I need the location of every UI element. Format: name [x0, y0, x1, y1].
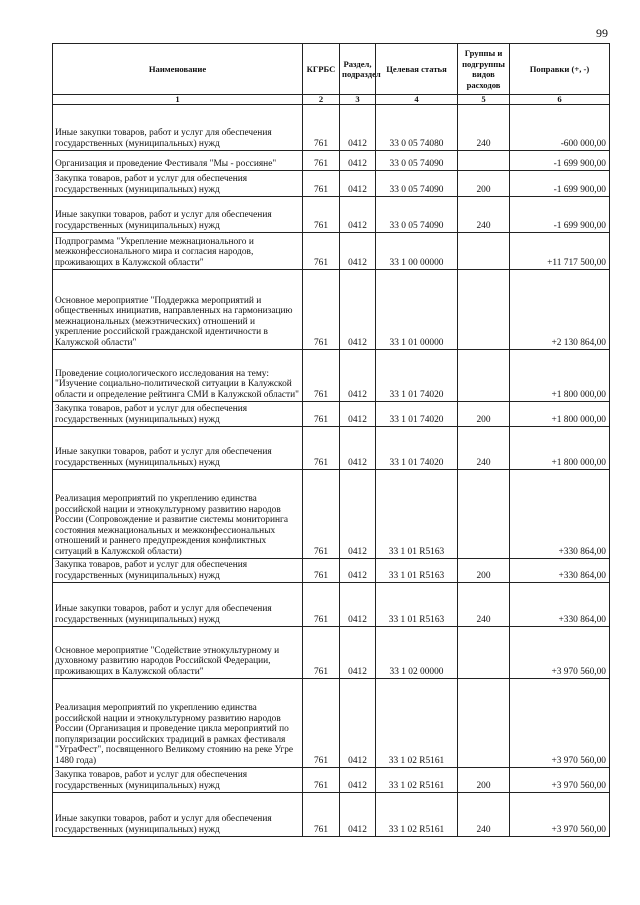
table-row [53, 105, 610, 151]
row-vid: 240 [458, 583, 510, 627]
row-kgrbs: 761 [303, 270, 340, 350]
row-vid [458, 270, 510, 350]
budget-table [52, 43, 610, 837]
column-number: 6 [510, 95, 610, 105]
row-amount: -1 699 900,00 [510, 197, 610, 233]
row-amount: -1 699 900,00 [510, 151, 610, 171]
table-row [53, 627, 610, 679]
row-kgrbs: 761 [303, 105, 340, 151]
column-number: 1 [53, 95, 303, 105]
row-razdel: 0412 [340, 679, 376, 768]
row-vid [458, 470, 510, 559]
row-statya: 33 1 01 R5163 [376, 470, 458, 559]
row-kgrbs: 761 [303, 350, 340, 402]
row-razdel: 0412 [340, 151, 376, 171]
row-amount: +3 970 560,00 [510, 679, 610, 768]
table-row [53, 151, 610, 171]
row-razdel: 0412 [340, 171, 376, 197]
header-statya: Целевая статья [376, 44, 458, 95]
row-name: Проведение социологического исследования на тему: "Изучение социально-политической ситуации в Калужской области и определение рейтинга СМИ в Калужской области" [53, 350, 303, 402]
row-name: Иные закупки товаров, работ и услуг для обеспечения государственных (муниципальных) нужд [53, 583, 303, 627]
table-row [53, 583, 610, 627]
row-statya: 33 0 05 74090 [376, 151, 458, 171]
row-razdel: 0412 [340, 793, 376, 837]
row-kgrbs: 761 [303, 427, 340, 470]
header-name: Наименование [53, 44, 303, 95]
row-vid [458, 350, 510, 402]
row-amount: -1 699 900,00 [510, 171, 610, 197]
row-razdel: 0412 [340, 427, 376, 470]
header-vid: Группы и подгруппы видов расходов [458, 44, 510, 95]
row-name: Иные закупки товаров, работ и услуг для обеспечения государственных (муниципальных) нужд [53, 793, 303, 837]
row-name: Закупка товаров, работ и услуг для обеспечения государственных (муниципальных) нужд [53, 402, 303, 427]
row-razdel: 0412 [340, 583, 376, 627]
row-razdel: 0412 [340, 559, 376, 583]
row-statya: 33 1 01 74020 [376, 402, 458, 427]
row-razdel: 0412 [340, 105, 376, 151]
row-amount: +3 970 560,00 [510, 793, 610, 837]
column-number-row [53, 95, 610, 105]
row-statya: 33 0 05 74090 [376, 197, 458, 233]
row-amount: -600 000,00 [510, 105, 610, 151]
row-amount: +330 864,00 [510, 559, 610, 583]
row-vid: 200 [458, 559, 510, 583]
row-kgrbs: 761 [303, 171, 340, 197]
row-name: Основное мероприятие "Поддержка мероприятий и общественных инициатив, направленных на гармонизацию межнациональных (межэтнических) отношений и укрепление российской гражданской идентичности в Калужской области" [53, 270, 303, 350]
row-kgrbs: 761 [303, 470, 340, 559]
row-razdel: 0412 [340, 470, 376, 559]
row-razdel: 0412 [340, 233, 376, 270]
row-statya: 33 1 02 00000 [376, 627, 458, 679]
row-amount: +330 864,00 [510, 470, 610, 559]
header-row [53, 44, 610, 95]
table-row [53, 350, 610, 402]
table-row [53, 171, 610, 197]
row-vid [458, 679, 510, 768]
row-vid [458, 233, 510, 270]
table-row [53, 679, 610, 768]
row-statya: 33 1 02 R5161 [376, 768, 458, 793]
row-kgrbs: 761 [303, 679, 340, 768]
row-kgrbs: 761 [303, 768, 340, 793]
table-row [53, 402, 610, 427]
row-razdel: 0412 [340, 768, 376, 793]
row-razdel: 0412 [340, 627, 376, 679]
header-kgrbs: КГРБС [303, 44, 340, 95]
row-amount: +2 130 864,00 [510, 270, 610, 350]
row-kgrbs: 761 [303, 793, 340, 837]
row-amount: +330 864,00 [510, 583, 610, 627]
row-statya: 33 1 01 00000 [376, 270, 458, 350]
row-kgrbs: 761 [303, 627, 340, 679]
table-row [53, 427, 610, 470]
row-statya: 33 1 01 74020 [376, 350, 458, 402]
row-name: Реализация мероприятий по укреплению единства российской нации и этнокультурному развитию народов России (Сопровождение и развитие системы мониторинга состояния межнациональных и межконфессиональных отношений и раннего предупреждения конфликтных ситуаций в Калужской области) [53, 470, 303, 559]
column-number: 4 [376, 95, 458, 105]
row-kgrbs: 761 [303, 197, 340, 233]
row-razdel: 0412 [340, 197, 376, 233]
row-razdel: 0412 [340, 402, 376, 427]
row-razdel: 0412 [340, 350, 376, 402]
row-vid [458, 151, 510, 171]
row-vid: 240 [458, 793, 510, 837]
row-razdel: 0412 [340, 270, 376, 350]
row-vid: 200 [458, 768, 510, 793]
row-kgrbs: 761 [303, 402, 340, 427]
row-kgrbs: 761 [303, 559, 340, 583]
row-vid: 240 [458, 427, 510, 470]
row-statya: 33 1 02 R5161 [376, 793, 458, 837]
row-kgrbs: 761 [303, 583, 340, 627]
page-number: 99 [596, 26, 608, 40]
row-kgrbs: 761 [303, 233, 340, 270]
row-name: Организация и проведение Фестиваля "Мы - россияне" [53, 151, 303, 171]
row-amount: +3 970 560,00 [510, 768, 610, 793]
table-row [53, 470, 610, 559]
row-statya: 33 0 05 74080 [376, 105, 458, 151]
header-amount: Поправки (+, -) [510, 44, 610, 95]
row-name: Основное мероприятие "Содействие этнокультурному и духовному развитию народов Российской Федерации, проживающих в Калужской области" [53, 627, 303, 679]
row-amount: +1 800 000,00 [510, 427, 610, 470]
header-razdel: Раздел, подраздел [340, 44, 376, 95]
row-vid: 240 [458, 197, 510, 233]
table-row [53, 793, 610, 837]
row-name: Иные закупки товаров, работ и услуг для обеспечения государственных (муниципальных) нужд [53, 105, 303, 151]
row-amount: +3 970 560,00 [510, 627, 610, 679]
row-statya: 33 1 02 R5161 [376, 679, 458, 768]
row-statya: 33 1 01 R5163 [376, 559, 458, 583]
row-vid: 200 [458, 402, 510, 427]
table-row [53, 197, 610, 233]
table-row [53, 233, 610, 270]
table-row [53, 559, 610, 583]
row-kgrbs: 761 [303, 151, 340, 171]
row-name: Закупка товаров, работ и услуг для обеспечения государственных (муниципальных) нужд [53, 559, 303, 583]
row-name: Закупка товаров, работ и услуг для обеспечения государственных (муниципальных) нужд [53, 171, 303, 197]
row-statya: 33 1 01 74020 [376, 427, 458, 470]
column-number: 2 [303, 95, 340, 105]
row-statya: 33 0 05 74090 [376, 171, 458, 197]
row-statya: 33 1 01 R5163 [376, 583, 458, 627]
row-amount: +11 717 500,00 [510, 233, 610, 270]
row-amount: +1 800 000,00 [510, 350, 610, 402]
table-row [53, 768, 610, 793]
row-name: Закупка товаров, работ и услуг для обеспечения государственных (муниципальных) нужд [53, 768, 303, 793]
row-vid: 200 [458, 171, 510, 197]
table-row [53, 270, 610, 350]
row-name: Реализация мероприятий по укреплению единства российской нации и этнокультурному развитию народов России (Организация и проведение цикла мероприятий по популяризации российских традиций в рамках фестиваля "УграФест", посвященного Великому стоянию на реке Угре 1480 года) [53, 679, 303, 768]
row-amount: +1 800 000,00 [510, 402, 610, 427]
row-statya: 33 1 00 00000 [376, 233, 458, 270]
row-name: Иные закупки товаров, работ и услуг для обеспечения государственных (муниципальных) нужд [53, 427, 303, 470]
row-name: Подпрограмма "Укрепление межнационального и межконфессионального мира и согласия народов, проживающих в Калужской области" [53, 233, 303, 270]
column-number: 5 [458, 95, 510, 105]
row-name: Иные закупки товаров, работ и услуг для обеспечения государственных (муниципальных) нужд [53, 197, 303, 233]
column-number: 3 [340, 95, 376, 105]
row-vid [458, 627, 510, 679]
row-vid: 240 [458, 105, 510, 151]
